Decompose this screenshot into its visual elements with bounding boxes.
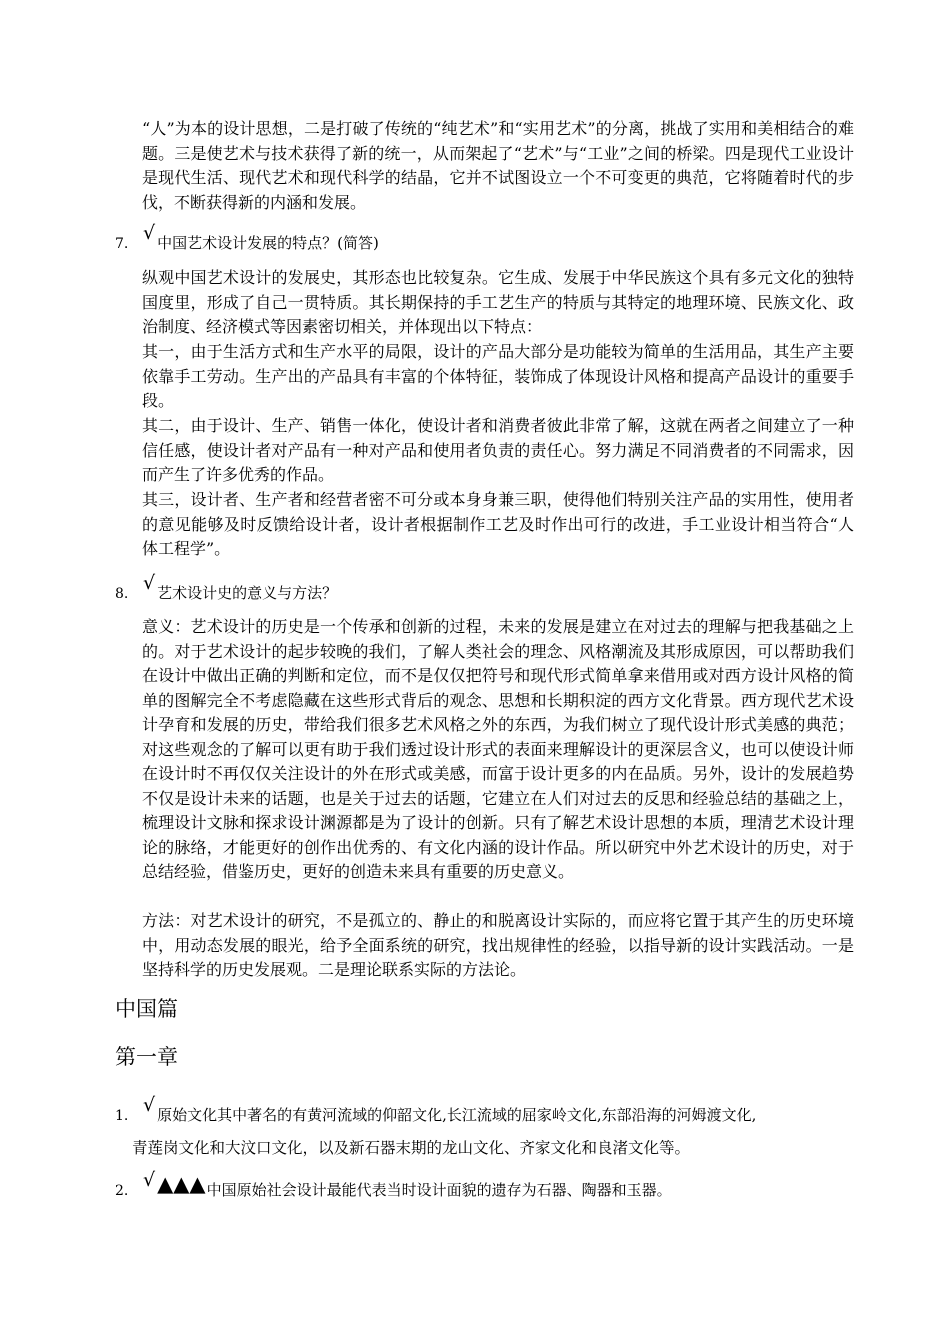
- question-text: 中国艺术设计发展的特点？(简答): [157, 234, 379, 252]
- intro-paragraph: “人”为本的设计思想，二是打破了传统的“纯艺术”和“实用艺术”的分离，挑战了实用和美相结合的难题。三是使艺术与技术获得了新的统一，从而架起了“艺术”与“工业”之间的桥梁。四是现代工业设计是现代生活、现代艺术和现代科学的结晶，它并不试图设立一个不可变更的典范，它将随着时代的步伐，不断获得新的内涵和发展。: [142, 119, 854, 212]
- check-mark-icon: √: [143, 1094, 156, 1116]
- q7-answer-paragraph-3: 其二，由于设计、生产、销售一体化，使设计者和消费者彼此非常了解，这就在两者之间建立了一种信任感，使设计者对产品有一种对产品和使用者负责的责任心。努力满足不同消费者的不同需求，因而产生了许多优秀的作品。: [142, 416, 854, 484]
- question-number: 7.: [115, 236, 129, 252]
- question-7-heading: [115, 222, 379, 254]
- chapter-item-2: [115, 1169, 672, 1201]
- item-text-line-2: 青莲岗文化和大汶口文化，以及新石器末期的龙山文化、齐家文化和良渚文化等。: [132, 1139, 691, 1157]
- q7-answer-paragraph-4: 其三，设计者、生产者和经营者密不可分或本身身兼三职，使得他们特别关注产品的实用性，使用者的意见能够及时反馈给设计者，设计者根据制作工艺及时作出可行的改进，手工业设计相当符合“人体工程学”。: [142, 490, 854, 558]
- triangle-marker-icon: ▲▲▲: [157, 1172, 206, 1196]
- item-text: 中国原始社会设计最能代表当时设计面貌的遗存为石器、陶器和玉器。: [206, 1181, 672, 1199]
- check-mark-icon: √: [143, 1169, 156, 1191]
- check-mark-icon: √: [143, 222, 156, 244]
- question-text: 艺术设计史的意义与方法？: [157, 584, 338, 602]
- check-mark-icon: √: [143, 572, 156, 594]
- question-number: 8.: [115, 586, 129, 602]
- q8-method-paragraph: 方法：对艺术设计的研究，不是孤立的、静止的和脱离设计实际的，而应将它置于其产生的历史环境中，用动态发展的眼光，给予全面系统的研究，找出规律性的经验，以指导新的设计实践活动。一是坚持科学的历史发展观。二是理论联系实际的方法论。: [142, 911, 854, 979]
- q7-answer-paragraph-1: 纵观中国艺术设计的发展史，其形态也比较复杂。它生成、发展于中华民族这个具有多元文化的独特国度里，形成了自己一贯特质。其长期保持的手工艺生产的特质与其特定的地理环境、民族文化、政治制度、经济模式等因素密切相关，并体现出以下特点：: [142, 268, 854, 336]
- q8-meaning-paragraph: 意义：艺术设计的历史是一个传承和创新的过程，未来的发展是建立在对过去的理解与把我基础之上的。对于艺术设计的起步较晚的我们，了解人类社会的理念、风格潮流及其形成原因，可以帮助我们在设计中做出正确的判断和定位，而不是仅仅把符号和现代形式简单拿来借用或对西方设计风格的简单的图解完全不考虑隐藏在这些形式背后的观念、思想和长期积淀的西方文化背景。西方现代艺术设计孕育和发展的历史，带给我们很多艺术风格之外的东西，为我们树立了现代设计形式美感的典范；对这些观念的了解可以更有助于我们透过设计形式的表面来理解设计的更深层含义，也可以使设计师在设计时不再仅仅关注设计的外在形式或美感，而富于设计更多的内在品质。另外，设计的发展趋势不仅是设计未来的话题，也是关于过去的话题，它建立在人们对过去的反思和经验总结的基础之上，梳理设计文脉和探求设计渊源都是为了设计的创新。只有了解艺术设计思想的本质，理清艺术设计理论的脉络，才能更好的创作出优秀的、有文化内涵的设计作品。所以研究中外艺术设计的历史，对于总结经验，借鉴历史，更好的创造未来具有重要的历史意义。: [142, 617, 854, 881]
- q7-answer-paragraph-2: 其一，由于生活方式和生产水平的局限，设计的产品大部分是功能较为简单的生活用品，其生产主要依靠手工劳动。生产出的产品具有丰富的个体特征，装饰成了体现设计风格和提高产品设计的重要手段。: [142, 342, 854, 410]
- chapter-item-1: [115, 1094, 757, 1126]
- section-title: 中国篇: [115, 997, 178, 1021]
- item-number: 2.: [115, 1183, 129, 1199]
- item-text-line-1: 原始文化其中著名的有黄河流域的仰韶文化,长江流域的屈家岭文化,东部沿海的河姆渡文化,: [157, 1106, 757, 1124]
- item-number: 1.: [115, 1108, 129, 1124]
- question-8-heading: [115, 572, 338, 604]
- chapter-title: 第一章: [115, 1045, 178, 1069]
